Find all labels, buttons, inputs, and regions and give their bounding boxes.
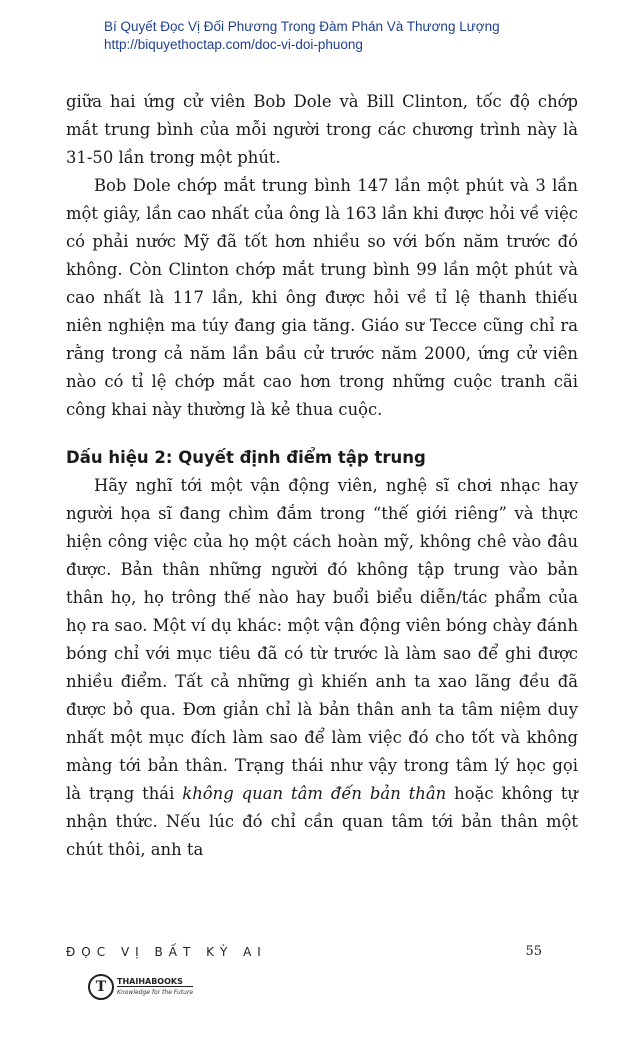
logo-emblem-icon: T (88, 974, 114, 1000)
logo-tagline: Knowledge for the Future (117, 986, 193, 997)
page-footer (66, 944, 542, 959)
footer-book-title: ĐỌC VỊ BẤT KỲ AI (66, 944, 267, 959)
page-header (104, 18, 614, 54)
header-url[interactable]: http://biquyethoctap.com/doc-vi-doi-phuong (104, 37, 363, 52)
page-number: 55 (525, 944, 542, 959)
paragraph-3 (66, 472, 578, 864)
logo-text (117, 977, 193, 997)
header-title: Bí Quyết Đọc Vị Đối Phương Trong Đàm Phán Và Thương Lượng (104, 19, 500, 34)
section-heading: Dấu hiệu 2: Quyết định điểm tập trung (66, 448, 426, 467)
paragraph-3-text-b: hoặc không tự nhận thức. Nếu lúc đó chỉ cần quan tâm tới bản thân một chút thôi, anh ta (66, 784, 578, 859)
paragraph-1: giữa hai ứng cử viên Bob Dole và Bill Clinton, tốc độ chớp mắt trung bình của mỗi người trong các chương trình này là 31-50 lần trong một phút. (66, 92, 578, 167)
logo-name: THAIHABOOKS (117, 977, 183, 986)
page-content (66, 88, 578, 864)
paragraph-3-text-a: Hãy nghĩ tới một vận động viên, nghệ sĩ chơi nhạc hay người họa sĩ đang chìm đắm trong “thế giới riêng” và thực hiện công việc của họ một cách hoàn mỹ, không chê vào đâu được. Bản thân những người đó không tập trung vào bản thân họ, họ trông thế nào hay buổi biểu diễn/tác phẩm của họ ra sao. Một ví dụ khác: một vận động viên bóng chày đánh bóng chỉ với mục tiêu đã có từ trước là làm sao để ghi được nhiều điểm. Tất cả những gì khiến anh ta xao lãng đều đã được bỏ qua. Đơn giản chỉ là bản thân anh ta tâm niệm duy nhất một mục đích làm sao để làm việc đó cho tốt và không màng tới bản thân. Trạng thái như vậy trong tâm lý học gọi là trạng thái (66, 476, 578, 803)
paragraph-3-italic: không quan tâm đến bản thân (182, 784, 447, 803)
publisher-logo (88, 974, 193, 1000)
paragraph-2: Bob Dole chớp mắt trung bình 147 lần một phút và 3 lần một giây, lần cao nhất của ông là 163 lần khi được hỏi về việc có phải nước Mỹ đã tốt hơn nhiều so với bốn năm trước đó không. Còn Clinton chớp mắt trung bình 99 lần một phút và cao nhất là 117 lần, khi ông được hỏi về tỉ lệ thanh thiếu niên nghiện ma túy đang gia tăng. Giáo sư Tecce cũng chỉ ra rằng trong cả năm lần bầu cử trước năm 2000, ứng cử viên nào có tỉ lệ chớp mắt cao hơn trong những cuộc tranh cãi công khai này thường là kẻ thua cuộc. (66, 176, 578, 419)
